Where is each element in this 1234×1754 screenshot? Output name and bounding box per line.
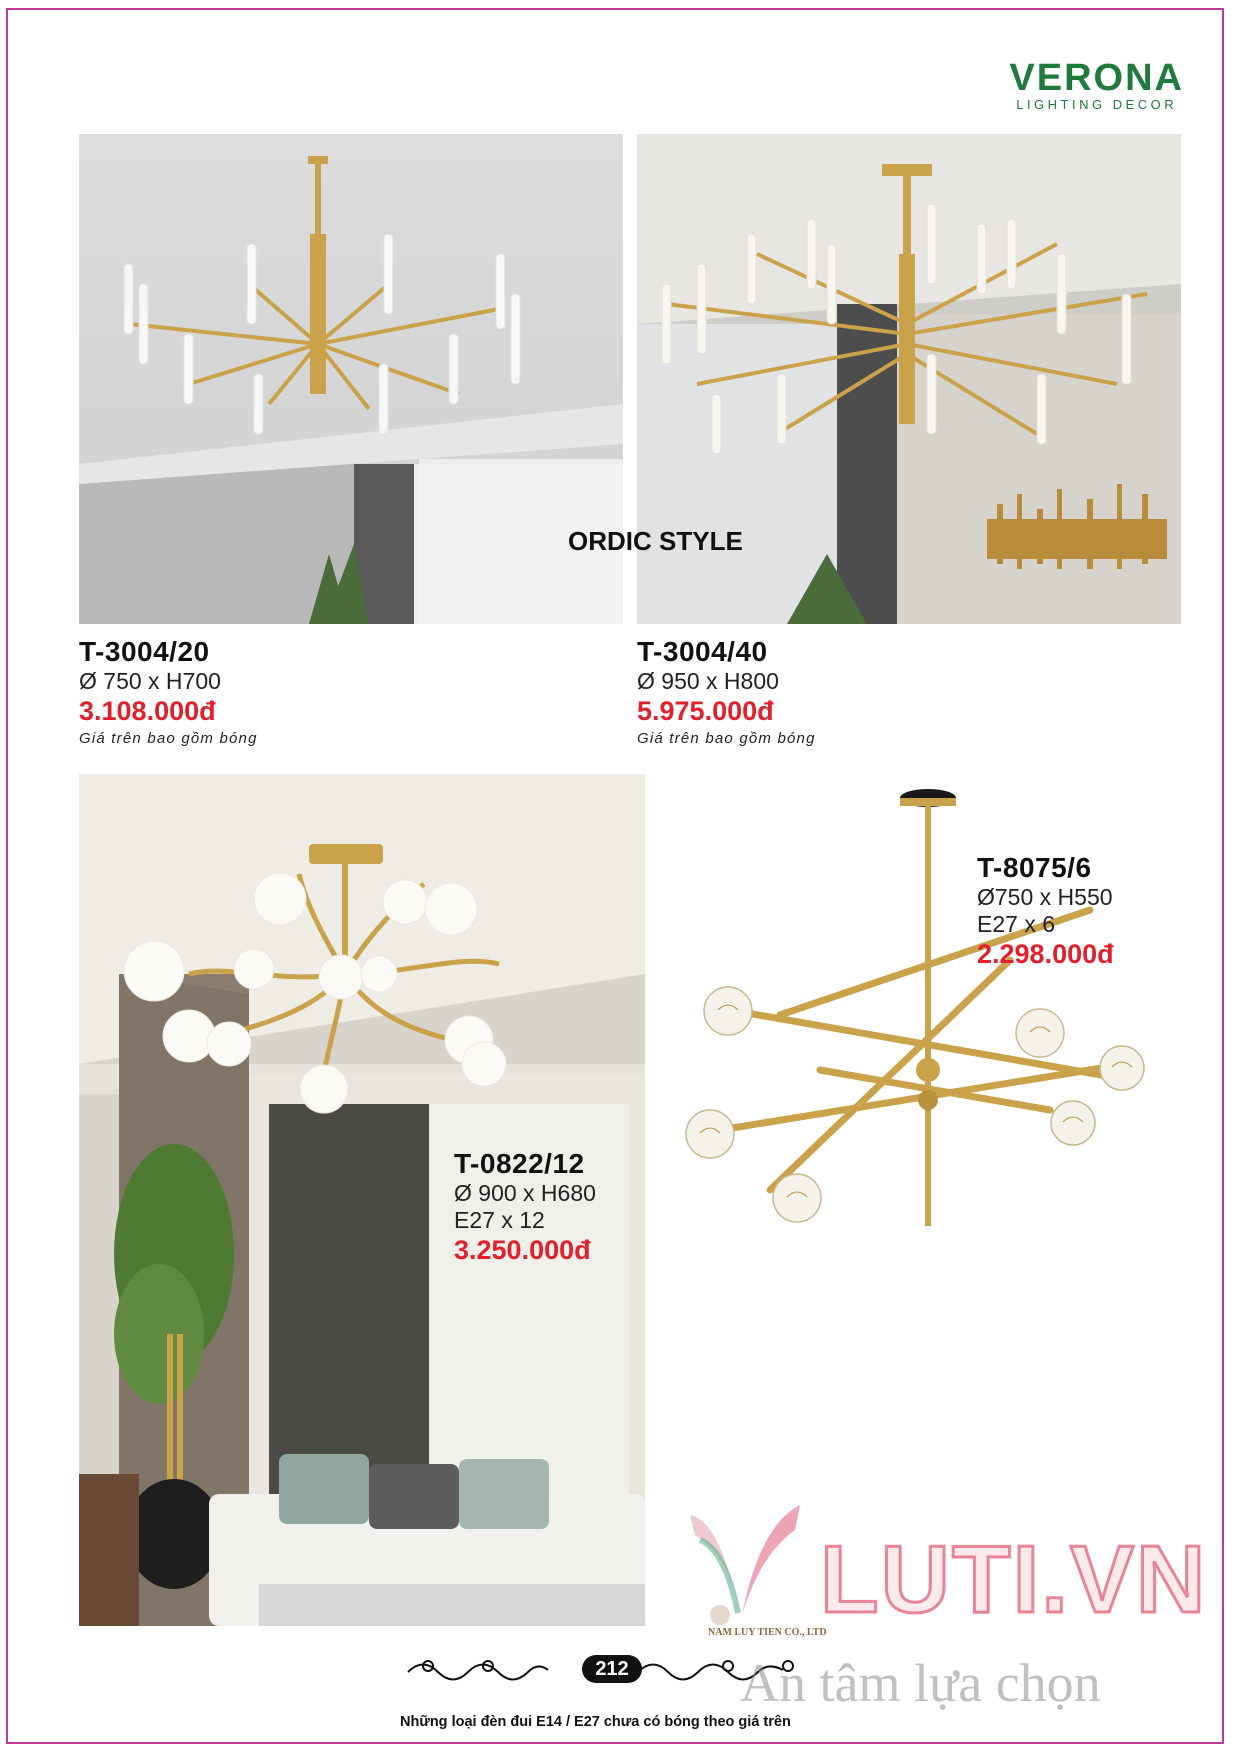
watermark-company: NAM LUY TIEN CO., LTD [708,1627,827,1638]
photo-overlay-text: ORDIC STYLE [568,526,743,556]
brand-name: VERONA [1009,57,1184,99]
product-bulbs: E27 x 12 [454,1207,545,1233]
watermark-slogan: An tâm lựa chọn [740,1653,1101,1713]
product-note: Giá trên bao gồm bóng [79,730,258,747]
product-code: T-3004/20 [79,636,210,667]
page-number: 212 [582,1655,642,1683]
product-size: Ø 750 x H700 [79,668,221,694]
product-photo-t8075-6 [660,770,1180,1250]
product-info-t3004-20 [79,636,258,750]
product-photo-t3004-20 [79,134,623,624]
product-code: T-3004/40 [637,636,768,667]
product-code: T-0822/12 [454,1148,585,1179]
product-price: 3.108.000đ [79,696,216,726]
footer-note: Những loại đèn đui E14 / E27 chưa có bóng theo giá trên [400,1714,791,1730]
product-size: Ø750 x H550 [977,884,1113,910]
product-size: Ø 900 x H680 [454,1180,596,1206]
product-price: 3.250.000đ [454,1235,591,1265]
product-price: 2.298.000đ [977,939,1114,969]
product-info-t8075-6 [977,852,1114,971]
brand-subtitle: LIGHTING DECOR [1016,97,1178,112]
product-size: Ø 950 x H800 [637,668,779,694]
product-code: T-8075/6 [977,852,1092,883]
product-info-t0822-12 [454,1148,596,1267]
product-info-t3004-40 [637,636,816,750]
product-bulbs: E27 x 6 [977,911,1055,937]
product-note: Giá trên bao gồm bóng [637,730,816,747]
watermark-brand: LUTI.VN [820,1526,1208,1633]
brand-logo [1009,58,1184,112]
product-price: 5.975.000đ [637,696,774,726]
watermark-logo-icon [680,1495,810,1635]
